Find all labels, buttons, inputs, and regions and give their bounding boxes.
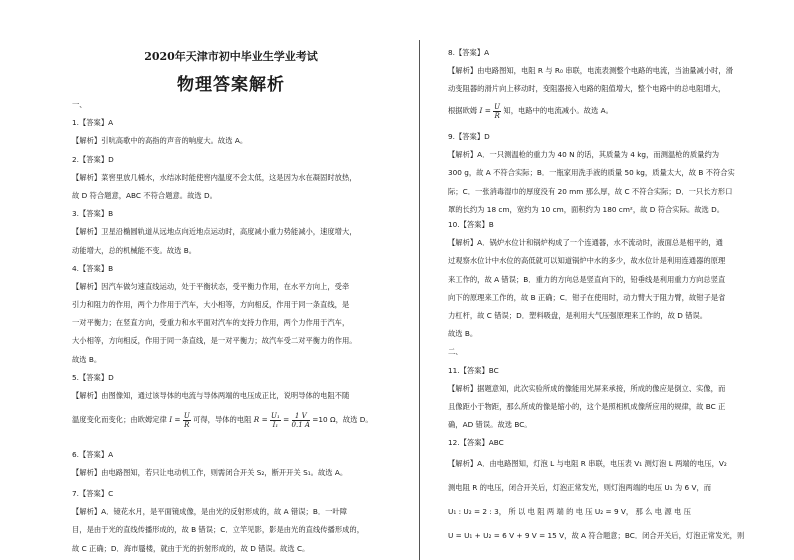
q1-answer: 1.【答案】A: [72, 118, 114, 128]
q4-explanation: 故选 B。: [72, 354, 102, 364]
q8-formula-line: [448, 96, 760, 126]
q2-explanation: 【解析】菜窖里放几桶水，水结冰时能使窖内温度不会太低，这是因为水在凝固时放热，: [72, 172, 357, 182]
q10-explanation: 故选 B。: [448, 329, 478, 339]
q12-answer: 12.【答案】ABC: [448, 438, 504, 448]
q11-answer: 11.【答案】BC: [448, 365, 499, 375]
section-heading: 二、: [448, 347, 463, 357]
q5-text: 温度变化而变化；由欧姆定律: [72, 415, 167, 424]
q12-explanation: U = U₁ + U₂ = 6 V + 9 V = 15 V，故 A 符合题意；BC．闭合开关后，灯泡正常发光，则: [448, 531, 745, 540]
q10-explanation: 过观察水位计中水位的高低就可以知道锅炉中水的多少，故水位计是利用连通器的原理: [448, 256, 726, 266]
q9-explanation: 300 g，故 A 不符合实际；B．一瓶家用洗手液的质量 50 kg，质量太大，故 B 不符合实: [448, 168, 735, 178]
q7-explanation: 故 C 正确；D．海市蜃楼，就由于光的折射形成的，故 D 错误。故选 C。: [72, 543, 310, 553]
right-column: [448, 0, 760, 560]
exam-title: 2020年天津市初中毕业生学业考试: [144, 50, 318, 63]
q9-explanation: 际；C．一张消毒湿巾的厚度没有 20 mm 那么厚，故 C 不符合实际；D．一只长方形口: [448, 186, 733, 196]
q8-block: [448, 44, 760, 99]
q10-explanation: 力杠杆，故 C 错误；D．塑料吸盘，是利用大气压强原理来工作的，故 D 错误。: [448, 310, 708, 320]
denominator: 0.1 A: [291, 420, 310, 429]
q5-answer: 5.【答案】D: [72, 372, 114, 382]
q7-block: [72, 485, 390, 558]
q8-explanation: 动变阻器的滑片向上移动时，变阻器接入电路的阻值增大，整个电路中的总电阻增大，: [448, 84, 726, 94]
numerator: U: [494, 102, 501, 111]
q7-explanation: 【解析】A．镜花水月，是平面镜成像，是由光的反射形成的，故 A 错误；B．一叶障: [72, 507, 348, 517]
numerator: U: [183, 411, 190, 420]
ohm-law-lhs: I =: [169, 415, 181, 424]
q12-block: [448, 452, 760, 548]
q8-answer: 8.【答案】A: [448, 48, 490, 57]
q2-answer: 2.【答案】D: [72, 154, 114, 164]
q6-q7: [72, 446, 390, 482]
document-title: 物理答案解析: [177, 75, 285, 95]
resistance-fraction: [270, 412, 281, 429]
equals-sign: =: [283, 415, 290, 424]
resistance-lhs: R =: [253, 415, 268, 424]
value-fraction: [292, 412, 310, 429]
q11-explanation: 且像距小于物距，那么所成的像是缩小的，这个是照相机成像所应用的规律，故 BC 正: [448, 401, 726, 411]
q5-formula-line: [72, 405, 390, 435]
q8-text: 知，电路中的电流减小。故选 A。: [503, 106, 613, 115]
q9-explanation: 【解析】A．一只测温枪的重力为 40 N 的话，其质量为 4 kg，而测温枪的质量约为: [448, 150, 720, 160]
left-column: [72, 0, 390, 560]
ohm-law-lhs: I =: [479, 106, 491, 115]
q10-explanation: 向下的原理来工作的，故 B 正确；C．钳子在使用时，动力臂大于阻力臂，故钳子是省: [448, 292, 726, 302]
q3-answer: 3.【答案】B: [72, 209, 114, 219]
q10-explanation: 【解析】A．锅炉水位计和锅炉构成了一个连通器，水不流动时，液面总是相平的，通: [448, 238, 723, 248]
q8-text: 根据欧姆: [448, 106, 478, 115]
q12-explanation: U₁ : U₂ = 2 : 3， 所 以 电 阻 两 端 的 电 压 U₂ = 9 V， 那 么 电 源 电 压: [448, 507, 691, 516]
q10-block: [448, 216, 760, 452]
q9-answer: 9.【答案】D: [448, 132, 490, 141]
q7-answer: 7.【答案】C: [72, 489, 114, 498]
q8-explanation: 【解析】由电路图知，电阻 R 与 R₀ 串联，电流表测整个电路的电流，当油量减小时，滑: [448, 66, 734, 76]
denominator: R: [184, 420, 190, 429]
ohm-law-fraction: [493, 103, 501, 120]
numerator: 1 V: [292, 412, 310, 421]
q10-answer: 10.【答案】B: [448, 220, 494, 229]
q7-explanation: 目，是由于光的直线传播形成的，故 B 错误；C．立竿见影，影是由光的直线传播形成的，: [72, 525, 365, 535]
q4-explanation: 【解析】因汽车做匀速直线运动，处于平衡状态，受平衡力作用，在水平方向上，受牵: [72, 281, 350, 291]
column-divider: [419, 40, 420, 560]
q12-explanation: 测电阻 R 的电压，闭合开关后，灯泡正常发光，则灯泡两端的电压 U₁ 为 6 V，而: [448, 483, 712, 492]
q5-result: =10 Ω，故选 D。: [312, 415, 373, 424]
q2-explanation: 故 D 符合题意，ABC 不符合题意。故选 D。: [72, 190, 217, 200]
denominator: I₁: [272, 420, 279, 429]
q9-explanation: 罩的长约为 18 cm，宽约为 10 cm，面积约为 180 cm²，故 D 符合实际。故选 D。: [448, 204, 725, 214]
section-heading: 一、: [72, 100, 87, 109]
q4-explanation: 大小相等，方向相反，作用于同一条直线，是一对平衡力；故汽车受二对平衡力的作用。: [72, 336, 357, 346]
q3-explanation: 动能增大，总的机械能不变。故选 B。: [72, 245, 197, 255]
q6-explanation: 【解析】由电路图知，若只让电动机工作，则需闭合开关 S₂，断开开关 S₁。故选 A。: [72, 468, 348, 478]
q5-text: 可得，导体的电阻: [193, 415, 252, 424]
q4-explanation: 引力和阻力的作用，两个力作用于汽车，大小相等，方向相反，作用于同一条直线，是: [72, 300, 350, 310]
numerator: U₁: [271, 411, 280, 420]
q12-explanation: 【解析】A．由电路图知，灯泡 L 与电阻 R 串联，电压表 V₁ 测灯泡 L 两端的电压，V₂: [448, 459, 727, 468]
section-one: [72, 96, 390, 405]
q5-explanation: 【解析】由图像知，通过该导体的电流与导体两端的电压成正比，说明导体的电阻不随: [72, 391, 350, 400]
q10-explanation: 来工作的，故 A 错误；B．重力的方向总是竖直向下的，铅垂线是利用重力方向总竖直: [448, 274, 726, 284]
q6-answer: 6.【答案】A: [72, 450, 114, 459]
ohm-law-fraction: [183, 412, 191, 429]
q1-explanation: 【解析】引吭高歌中的高指的声音的响度大。故选 A。: [72, 136, 248, 146]
q4-answer: 4.【答案】B: [72, 263, 114, 273]
q11-explanation: 【解析】据题意知，此次实验所成的像能用光屏来承接，所成的像应是倒立、实像，而: [448, 383, 726, 393]
q4-explanation: 一对平衡力；在竖直方向，受重力和水平面对汽车的支持力作用，两个力作用于汽车，: [72, 318, 350, 328]
q9-block: [448, 128, 760, 219]
denominator: R: [494, 111, 500, 120]
q3-explanation: 【解析】卫星沿椭圆轨道从远地点向近地点运动时，高度减小重力势能减小，速度增大，: [72, 227, 357, 237]
q11-explanation: 确，AD 错误。故选 BC。: [448, 420, 532, 430]
